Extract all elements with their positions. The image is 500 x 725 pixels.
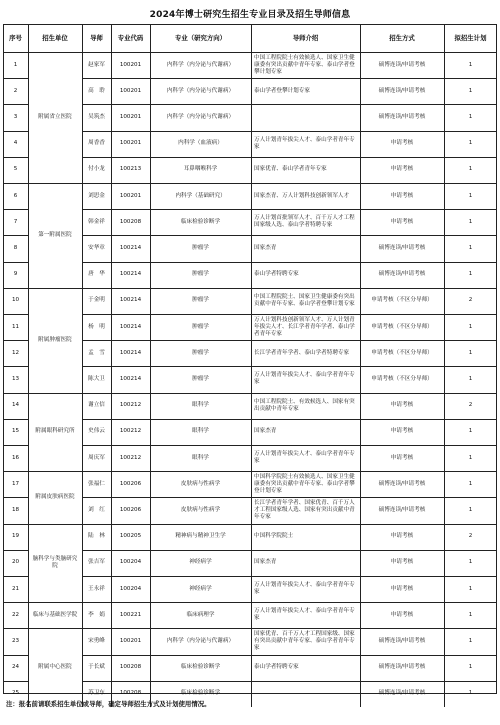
row-number: 1: [13, 61, 18, 68]
tutor-name: 唐 华: [88, 271, 105, 278]
enroll-method: 申请考核: [390, 585, 414, 592]
tutor-name: 陈大卫: [88, 375, 105, 382]
tutor-intro: [251, 104, 360, 130]
tutor-name: 高 聆: [88, 87, 105, 94]
tutor-intro: 国家杰青: [254, 244, 277, 251]
major-code: 100201: [119, 61, 142, 68]
column-divider: [444, 24, 445, 707]
row-number: 6: [13, 192, 18, 199]
row-number: 10: [11, 297, 20, 304]
column-divider: [82, 24, 83, 707]
header-unit: 招生单位: [42, 33, 68, 42]
tutor-name: 孟 雪: [88, 349, 105, 356]
tutor-intro: 国家杰青: [254, 559, 277, 566]
enroll-plan: 1: [468, 506, 473, 513]
enroll-method: 申请考核: [390, 402, 414, 409]
enroll-plan: 1: [468, 61, 473, 68]
major-direction: 临床病理学: [186, 611, 215, 618]
row-number: 7: [13, 218, 18, 225]
major-code: 100205: [119, 533, 142, 540]
major-direction: 皮肤病与性病学: [180, 506, 221, 513]
row-number: 2: [13, 87, 18, 94]
row-number: 3: [13, 113, 18, 120]
tutor-name: 赵家军: [88, 61, 105, 68]
tutor-intro: 泰山学者特聘专家: [254, 271, 299, 278]
page-title: 2024年博士研究生招生专业目录及招生导师信息: [149, 10, 351, 20]
row-number: 18: [11, 506, 20, 513]
unit-cell: 附属肿瘤医院: [38, 336, 72, 343]
major-direction: 精神病与精神卫生学: [175, 533, 226, 540]
enroll-method: 申请考核: [390, 192, 414, 199]
major-code: 100208: [119, 664, 142, 671]
tutor-name: 张吉军: [88, 559, 105, 566]
major-code: 100221: [119, 611, 142, 618]
enroll-plan: 2: [468, 533, 473, 540]
major-direction: 神经病学: [189, 559, 212, 566]
tutor-name: 陆 林: [88, 533, 105, 540]
tutor-name: 周庆军: [88, 454, 105, 461]
tutor-intro: 中国科学院院士有效候选人、国家卫生健康委有突出贡献中青年专家、泰山学者攀登计划专家: [254, 473, 355, 494]
tutor-intro: 中国工程院院士有效候选人、国家卫生健康委有突出贡献中青年专家、泰山学者登攀计划专家: [254, 54, 355, 75]
tutor-name: 于长斌: [88, 664, 105, 671]
row-number: 16: [11, 454, 20, 461]
row-number: 24: [11, 664, 20, 671]
major-direction: 眼科学: [192, 428, 209, 435]
major-direction: 眼科学: [192, 454, 209, 461]
unit-cell: 附属眼科研究所: [35, 428, 75, 435]
enroll-plan: 1: [468, 113, 473, 120]
tutor-intro: 万人计划青年拔尖人才、泰山学者青年专家: [254, 451, 355, 465]
enroll-method: 申请考核: [390, 533, 414, 540]
tutor-intro: 万人计划青年拔尖人才、泰山学者青年专家: [254, 608, 355, 622]
tutor-name: 安华章: [88, 244, 105, 251]
enroll-method: 申请考核（不区分导师）: [371, 297, 433, 304]
unit-cell: 附属皮肤病医院: [35, 493, 75, 500]
footnote: 注：报名前请联系招生单位或导师，确定导师招生方式及计划使用情况。: [6, 700, 211, 708]
tutor-intro: 国家杰青: [254, 428, 277, 435]
row-number: 5: [13, 166, 18, 173]
tutor-name: 王永祥: [88, 585, 105, 592]
major-direction: 内科学（血液病）: [178, 140, 223, 147]
row-number: 13: [11, 375, 20, 382]
major-direction: 内科学（基础研究）: [175, 192, 226, 199]
unit-cell: 附属省立医院: [38, 114, 72, 120]
column-divider: [111, 24, 112, 707]
major-code: 100204: [119, 585, 142, 592]
tutor-intro: 中国工程院院士、有效候选人、国家有突出贡献中青年专家: [254, 398, 355, 412]
header-method: 招生方式: [389, 33, 415, 42]
major-code: 100201: [119, 87, 142, 94]
enroll-method: 硕博连读/申请考核: [378, 61, 426, 68]
enroll-method: 申请考核: [390, 454, 414, 461]
tutor-intro: 万人计划首批领军人才、百千万人才工程国家级人选、泰山学者特聘专家: [254, 215, 355, 229]
major-code: 100201: [119, 192, 142, 199]
enroll-method: 硕博连读/申请考核: [378, 690, 426, 697]
row-number: 12: [11, 349, 20, 356]
row-number: 9: [13, 271, 18, 278]
row-number: 22: [11, 611, 20, 618]
column-divider: [360, 24, 361, 707]
tutor-intro: 万人计划科技创新领军人才、万人计划青年拔尖人才、长江学者青年学者、泰山学者青年专家: [254, 316, 355, 337]
major-code: 100201: [119, 113, 142, 120]
enroll-plan: 1: [468, 480, 473, 487]
major-code: 100212: [119, 402, 142, 409]
tutor-name: 史伟云: [88, 428, 105, 435]
enroll-plan: 1: [468, 192, 473, 199]
enroll-method: 申请考核: [390, 166, 414, 173]
unit-cell: 脑科学与类脑研究院: [32, 555, 78, 569]
header-code: 专业代码: [117, 33, 144, 42]
enroll-plan: 1: [468, 87, 473, 94]
enroll-method: 硕博连读/申请考核: [378, 244, 426, 251]
unit-cell: 临床与基础医学院: [32, 611, 78, 618]
row-number: 19: [11, 533, 20, 540]
tutor-name: 张福仁: [88, 480, 105, 487]
major-code: 100214: [119, 349, 142, 356]
tutor-intro: 长江学者青年学者、国家优青、百千万人才工程国家级人选、国家有突出贡献中青年专家: [254, 499, 355, 520]
enroll-method: 申请考核: [390, 218, 414, 225]
enroll-plan: 1: [468, 244, 473, 251]
major-direction: 内科学（内分泌与代谢病）: [166, 637, 235, 644]
tutor-name: 刘思金: [88, 192, 105, 199]
row-number: 20: [11, 559, 20, 566]
enroll-method: 硕博连读/申请考核: [378, 637, 426, 644]
major-direction: 耳鼻咽喉科学: [183, 166, 218, 173]
major-direction: 肿瘤学: [192, 297, 209, 304]
enroll-plan: 2: [468, 297, 473, 304]
tutor-intro: 万人计划青年拔尖人才、泰山学者青年专家: [254, 582, 355, 596]
tutor-name: 吴筑杰: [88, 113, 105, 120]
enroll-method: 申请考核: [390, 140, 414, 147]
header-tutor: 导师: [90, 33, 103, 42]
enroll-method: 申请考核（不区分导师）: [371, 349, 433, 356]
major-code: 100214: [119, 244, 142, 251]
tutor-intro: 泰山学者特聘专家: [254, 664, 299, 671]
major-code: 100206: [119, 480, 142, 487]
enroll-plan: 1: [468, 690, 473, 697]
row-number: 4: [13, 140, 18, 147]
enroll-method: 申请考核: [390, 611, 414, 618]
enroll-plan: 1: [468, 323, 473, 330]
tutor-intro: 国家优青、泰山学者青年专家: [254, 166, 327, 173]
enroll-plan: 1: [468, 664, 473, 671]
enroll-method: 申请考核: [390, 428, 414, 435]
major-direction: 眼科学: [192, 402, 209, 409]
tutor-name: 苏卫东: [88, 690, 105, 697]
tutor-name: 于金明: [88, 297, 105, 304]
header-no: 序号: [9, 33, 22, 42]
enroll-plan: 2: [468, 402, 473, 409]
tutor-intro: 泰山学者登攀计划专家: [254, 87, 310, 94]
header-plan: 拟招生计划: [454, 33, 487, 42]
column-divider: [150, 24, 151, 707]
tutor-name: 刘 红: [88, 506, 105, 513]
enroll-plan: 1: [468, 585, 473, 592]
major-direction: 神经病学: [189, 585, 212, 592]
tutor-intro: 中国工程院院士、国家卫生健康委有突出贡献中青年专家、泰山学者登攀计划专家: [254, 293, 355, 307]
enroll-plan: 1: [468, 559, 473, 566]
tutor-name: 周香香: [88, 140, 105, 147]
tutor-name: 李 娟: [88, 611, 105, 618]
tutor-intro: 长江学者青年学者、泰山学者特聘专家: [254, 349, 350, 356]
enroll-method: 硕博连读/申请考核: [378, 271, 426, 278]
tutor-name: 杨 明: [88, 323, 105, 330]
major-direction: 肿瘤学: [192, 244, 209, 251]
header-intro: 导师介绍: [292, 33, 319, 42]
tutor-intro: 万人计划青年拔尖人才、泰山学者青年专家: [254, 372, 355, 386]
major-direction: 临床检验诊断学: [180, 690, 221, 697]
major-code: 100206: [119, 506, 142, 513]
row-number: 23: [11, 637, 20, 644]
enroll-method: 申请考核（不区分导师）: [371, 375, 433, 382]
row-number: 8: [13, 244, 18, 251]
column-divider: [28, 24, 29, 707]
enroll-method: 硕博连读/申请考核: [378, 87, 426, 94]
row-number: 14: [11, 402, 20, 409]
tutor-name: 付小龙: [88, 166, 105, 173]
major-code: 100201: [119, 140, 142, 147]
row-number: 15: [11, 428, 20, 435]
unit-cell: 第一附属医院: [38, 231, 72, 238]
major-direction: 临床检验诊断学: [180, 218, 221, 225]
tutor-name: 谢立信: [88, 402, 105, 409]
enroll-method: 硕博连读/申请考核: [378, 664, 426, 671]
tutor-intro: 万人计划青年拔尖人才、泰山学者青年专家: [254, 136, 355, 150]
enroll-plan: 1: [468, 637, 473, 644]
enroll-method: 申请考核: [390, 559, 414, 566]
row-number: 21: [11, 585, 20, 592]
enroll-plan: 1: [468, 166, 473, 173]
row-number: 11: [11, 323, 20, 330]
unit-cell: 附属中心医院: [38, 664, 72, 671]
row-number: 25: [11, 690, 20, 697]
major-code: 100208: [119, 690, 142, 697]
tutor-intro: 中国科学院院士: [254, 533, 294, 540]
enroll-plan: 1: [468, 611, 473, 618]
enroll-plan: 1: [468, 454, 473, 461]
tutor-intro: 国家杰青、万人计划科技创新领军人才: [254, 192, 350, 199]
enroll-plan: 1: [468, 428, 473, 435]
major-code: 100214: [119, 323, 142, 330]
column-divider: [251, 24, 252, 707]
tutor-name: 宋勇峰: [88, 637, 105, 644]
major-code: 100212: [119, 428, 142, 435]
enroll-plan: 1: [468, 218, 473, 225]
tutor-name: 韩金祥: [88, 218, 105, 225]
major-direction: 肿瘤学: [192, 271, 209, 278]
major-direction: 内科学（内分泌与代谢病）: [166, 87, 235, 94]
major-code: 100212: [119, 454, 142, 461]
major-code: 100214: [119, 297, 142, 304]
enroll-plan: 1: [468, 140, 473, 147]
header-major: 专业（研究方向）: [174, 33, 227, 42]
tutor-intro: 国家优青、百千万人才工程国家级、国家有突出贡献中青年专家、泰山学者青年专家: [254, 630, 355, 651]
major-direction: 内科学（内分泌与代谢病）: [166, 61, 235, 68]
enroll-plan: 1: [468, 375, 473, 382]
tutor-intro: [251, 681, 360, 707]
major-code: 100204: [119, 559, 142, 566]
major-code: 100208: [119, 218, 142, 225]
major-direction: 肿瘤学: [192, 323, 209, 330]
enroll-method: 硕博连读/申请考核: [378, 113, 426, 120]
enroll-method: 硕博连读/申请考核: [378, 480, 426, 487]
major-code: 100214: [119, 271, 142, 278]
major-code: 100201: [119, 637, 142, 644]
major-code: 100213: [119, 166, 142, 173]
major-direction: 肿瘤学: [192, 375, 209, 382]
major-direction: 肿瘤学: [192, 349, 209, 356]
major-code: 100214: [119, 375, 142, 382]
enroll-method: 硕博连读/申请考核: [378, 506, 426, 513]
major-direction: 皮肤病与性病学: [180, 480, 221, 487]
enroll-plan: 1: [468, 349, 473, 356]
row-number: 17: [11, 480, 20, 487]
enroll-plan: 1: [468, 271, 473, 278]
enroll-method: 申请考核（不区分导师）: [371, 323, 433, 330]
major-direction: 内科学（内分泌与代谢病）: [166, 113, 235, 120]
major-direction: 临床检验诊断学: [180, 664, 221, 671]
